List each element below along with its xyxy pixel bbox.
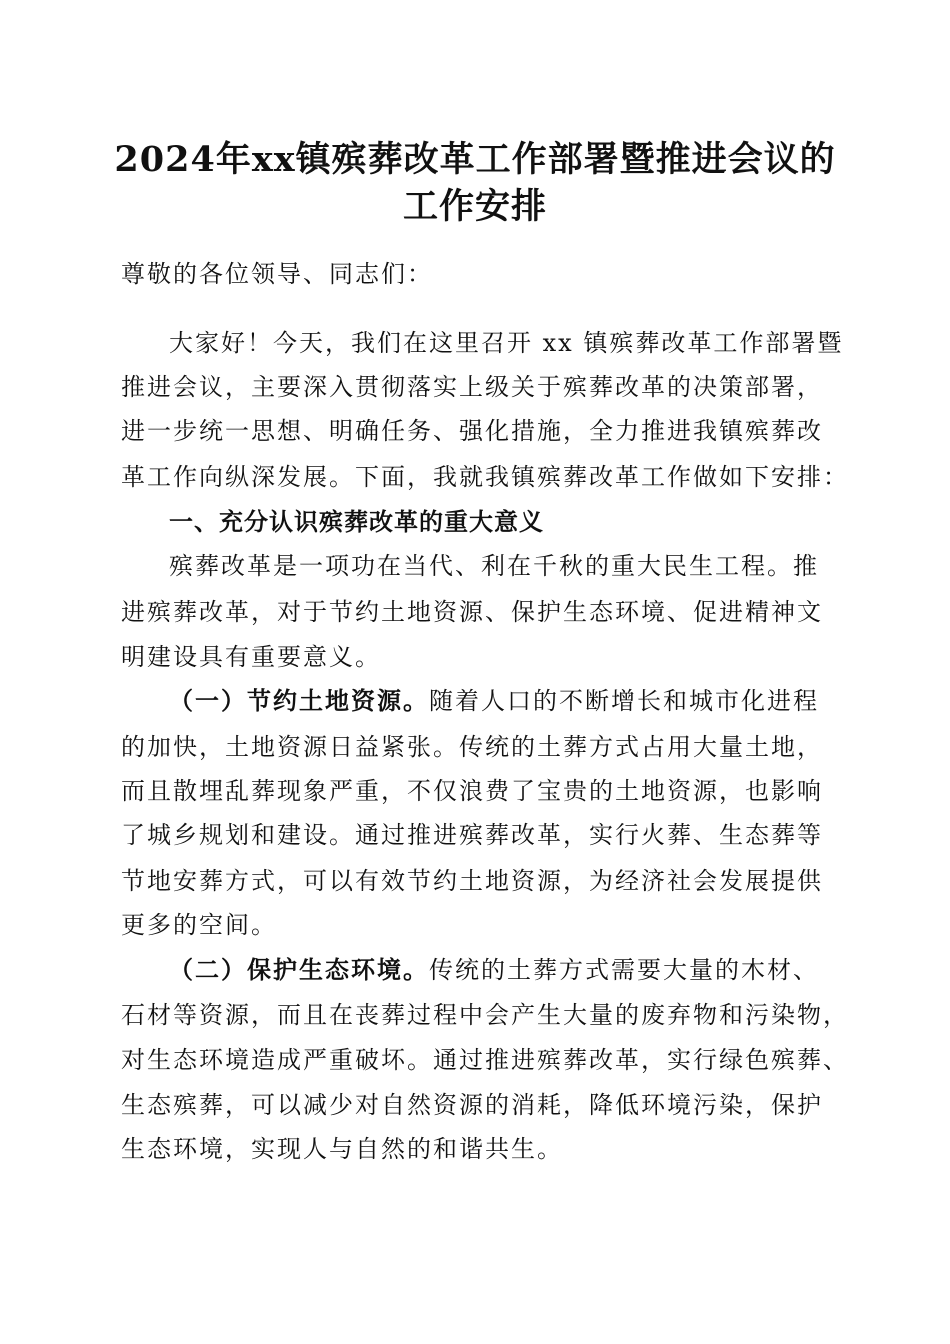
subsection-2-first-line <box>169 953 879 987</box>
intro-line: 革工作向纵深发展。下面，我就我镇殡葬改革工作做如下安排： <box>121 463 849 491</box>
subsection-1-line: 了城乡规划和建设。通过推进殡葬改革，实行火葬、生态葬等 <box>121 821 823 849</box>
document-title-line-2: 工作安排 <box>402 186 547 227</box>
salutation: 尊敬的各位领导、同志们： <box>121 260 433 288</box>
document-title-line-1: 2024年xx镇殡葬改革工作部署暨推进会议的 <box>114 139 836 180</box>
intro-line: 大家好！今天，我们在这里召开 xx 镇殡葬改革工作部署暨 <box>169 329 844 357</box>
subsection-2-line: 生态殡葬，可以减少对自然资源的消耗，降低环境污染，保护 <box>121 1091 823 1119</box>
subsection-1-line: 的加快，土地资源日益紧张。传统的土葬方式占用大量土地， <box>121 733 823 761</box>
subsection-1-line: 节地安葬方式，可以有效节约土地资源，为经济社会发展提供 <box>121 867 823 895</box>
subsection-1-first-text: 随着人口的不断增长和城市化进程 <box>429 687 819 715</box>
section-1-line: 进殡葬改革，对于节约土地资源、保护生态环境、促进精神文 <box>121 598 823 626</box>
subsection-2-line: 石材等资源，而且在丧葬过程中会产生大量的废弃物和污染物， <box>121 1001 849 1029</box>
section-1-line: 殡葬改革是一项功在当代、利在千秋的重大民生工程。推 <box>169 552 819 580</box>
subsection-2-first-text: 传统的土葬方式需要大量的木材、 <box>429 956 819 984</box>
section-1-line: 明建设具有重要意义。 <box>121 643 381 671</box>
intro-line: 推进会议，主要深入贯彻落实上级关于殡葬改革的决策部署， <box>121 373 823 401</box>
section-1-heading: 一、充分认识殡葬改革的重大意义 <box>169 508 544 536</box>
intro-line: 进一步统一思想、明确任务、强化措施，全力推进我镇殡葬改 <box>121 417 823 445</box>
subsection-2-label: （二）保护生态环境。 <box>169 955 429 984</box>
subsection-1-line: 更多的空间。 <box>121 911 277 939</box>
subsection-2-line: 对生态环境造成严重破坏。通过推进殡葬改革，实行绿色殡葬、 <box>121 1046 849 1074</box>
subsection-1-line: 而且散埋乱葬现象严重，不仅浪费了宝贵的土地资源，也影响 <box>121 777 823 805</box>
subsection-1-first-line <box>169 684 879 718</box>
subsection-1-label: （一）节约土地资源。 <box>169 686 429 715</box>
subsection-2-line: 生态环境，实现人与自然的和谐共生。 <box>121 1135 563 1163</box>
